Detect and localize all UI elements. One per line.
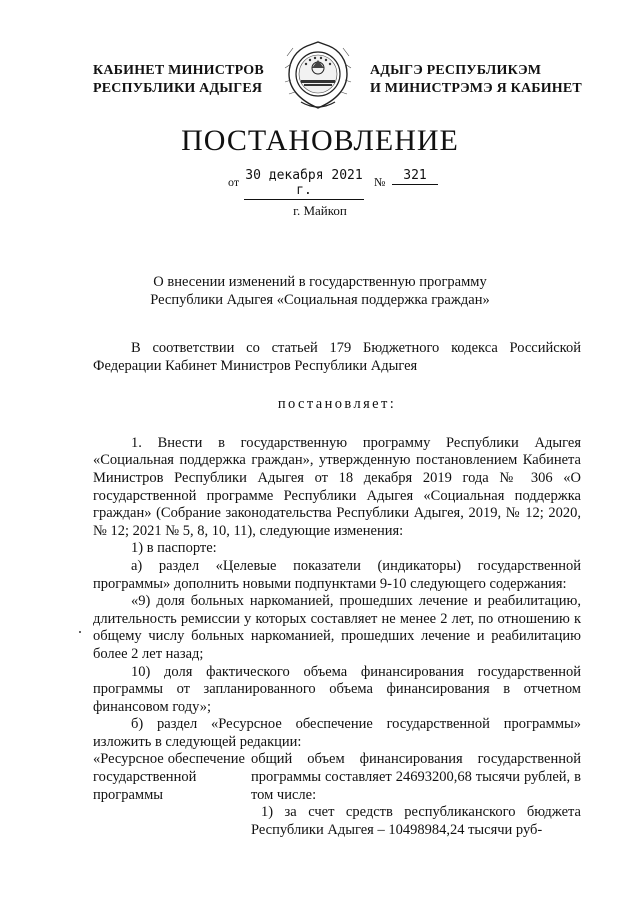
paragraph-1: 1. Внести в государственную программу Республики Адыгея «Социальная поддержка граждан», утвержденную постановлением Кабинета Министров Республики Адыгея от 18 декабря 2019 года № 306 «О государственной программе Республики Адыгея «Социальная поддержка граждан» (Собрание законодательства Республики Адыгея, 2019, № 12; 2020, № 12; 2021 № 5, 8, 10, 11), следующие изменения: — [93, 434, 581, 539]
resource-republic-budget: 1) за счет средств республиканского бюджета Республики Адыгея – 10498984,24 тысячи руб- — [251, 804, 581, 838]
subject — [0, 273, 640, 309]
city: г. Майкоп — [293, 203, 347, 218]
paragraph-1-a: а) раздел «Целевые показатели (индикаторы) государственной программы» дополнить новыми подпунктами 9-10 следующего содержания: — [93, 557, 581, 592]
header-right-line1: АДЫГЭ РЕСПУБЛИКЭМ — [370, 63, 542, 78]
resource-content — [251, 751, 581, 839]
paragraph-1-b: б) раздел «Ресурсное обеспечение государственной программы» изложить в следующей редакции: — [93, 716, 581, 750]
header-left-line1: КАБИНЕТ МИНИСТРОВ — [93, 63, 264, 78]
resource-label: «Ресурсное обеспечение государственной программы — [93, 751, 245, 803]
header-left — [93, 62, 264, 98]
header-right — [370, 62, 582, 98]
document-body — [93, 340, 581, 839]
paragraph-1-1: 1) в паспорте: — [131, 540, 217, 557]
header-left-line2: РЕСПУБЛИКИ АДЫГЕЯ — [93, 81, 263, 96]
header-right-line2: И МИНИСТРЭМЭ Я КАБИНЕТ — [370, 81, 582, 96]
resource-total: общий объем финансирования государственной программы составляет 24693200,68 тысячи рублей, в том числе: — [251, 751, 581, 803]
coat-of-arms-emblem-icon — [279, 38, 357, 114]
dateline — [228, 168, 488, 198]
date-from-label: от — [228, 175, 240, 189]
paragraph-10: 10) доля фактического объема финансирования государственной программы от запланированного объема финансирования в отчетном финансовом году»; — [93, 663, 581, 715]
paragraph-intro: В соответствии со статьей 179 Бюджетного кодекса Российской Федерации Кабинет Министров Республики Адыгея — [93, 340, 581, 374]
paragraph-decree: постановляет: — [277, 396, 397, 413]
document-title: ПОСТАНОВЛЕНИЕ — [181, 124, 459, 157]
subject-line1: О внесении изменений в государственную программу — [153, 274, 487, 290]
document-number: 321 — [392, 168, 438, 185]
paragraph-9: «9) доля больных наркоманией, прошедших лечение и реабилитацию, длительность ремиссии у которых составляет не менее 2 лет, по отношению к общему числу больных наркоманией, прошедших лечение и реабилитацию более 2 лет назад; — [93, 593, 581, 662]
number-label: № — [374, 175, 386, 189]
document-date: 30 декабря 2021 г. — [245, 168, 363, 198]
subject-line2: Республики Адыгея «Социальная поддержка граждан» — [150, 292, 490, 308]
scan-speck — [79, 631, 81, 633]
resource-table — [93, 751, 581, 839]
